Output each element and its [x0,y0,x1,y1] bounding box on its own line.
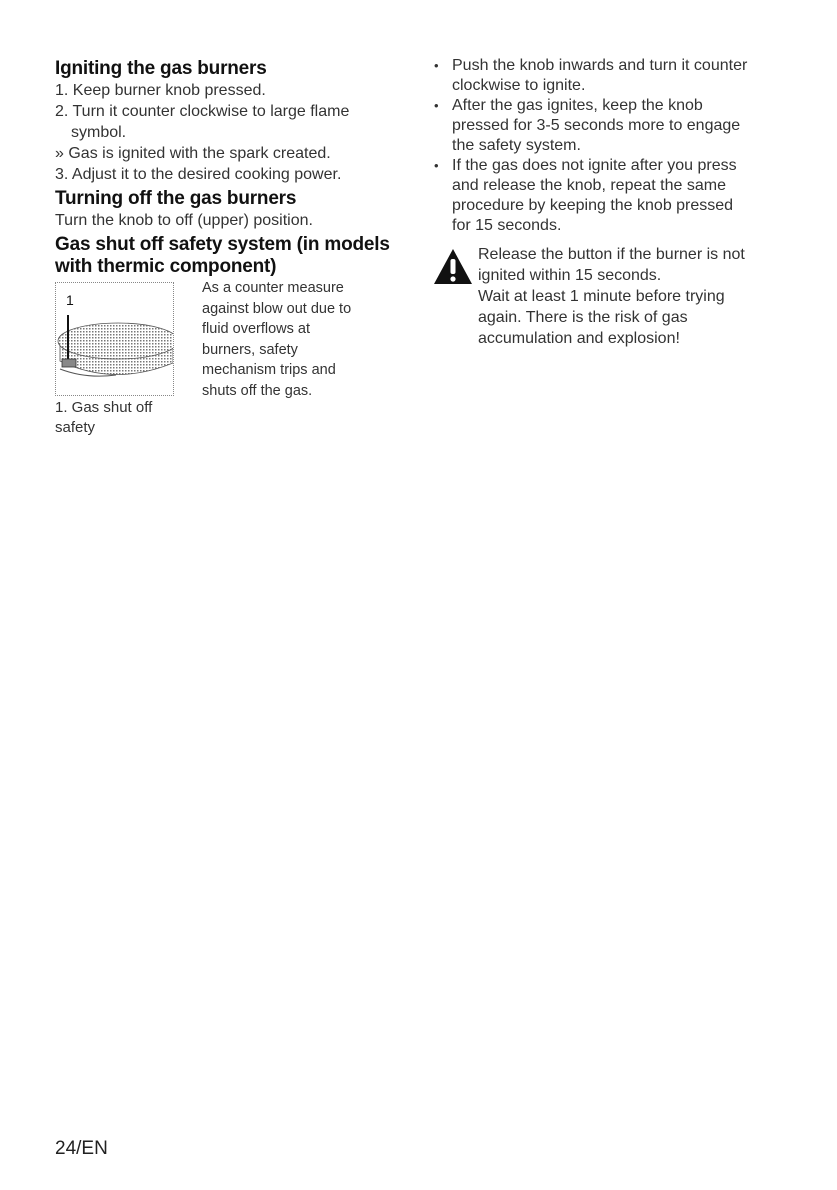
page-number: 24/EN [55,1138,108,1159]
burner-illustration [55,282,174,396]
burner-drawing [56,283,173,395]
list-item-line: clockwise to ignite. [452,77,586,94]
list-item [432,56,794,96]
figure [55,282,174,438]
figure-text-line: shuts off the gas. [202,382,313,399]
list-item-line: • If the gas does not ignite after you press [452,157,737,174]
step-2: 2. Turn it counter clockwise to large flame [55,103,350,120]
figure-description [202,278,392,438]
figure-caption-line1: 1. Gas shut off [55,399,153,416]
warning-line: accumulation and explosion! [478,330,680,347]
section-title-safety-line1: Gas shut off safety system (in models [55,234,390,255]
step-3: 3. Adjust it to the desired cooking power. [55,166,342,183]
step-2-continued: symbol. [71,124,127,141]
list-item-line: pressed for 3-5 seconds more to engage [452,117,741,134]
section-title-igniting: Igniting the gas burners [55,58,267,79]
warning-line: Wait at least 1 minute before trying [478,288,725,305]
figure-text-line: fluid overflows at [202,321,310,337]
list-item-line: for 15 seconds. [452,217,562,234]
section-title-turning-off: Turning off the gas burners [55,188,297,209]
section-title-safety-line2: with thermic component) [55,256,277,277]
warning-triangle-icon [432,246,474,288]
instruction-list [432,56,794,236]
step-1: 1. Keep burner knob pressed. [55,82,266,99]
figure-caption-line2: safety [55,419,96,436]
list-item-line: • After the gas ignites, keep the knob [452,97,703,114]
turn-off-text: Turn the knob to off (upper) position. [55,212,313,229]
right-column [432,56,794,349]
left-column [55,58,405,438]
list-item-line: procedure by keeping the knob pressed [452,197,734,214]
list-item-line: • Push the knob inwards and turn it counter [452,57,748,74]
figure-label: 1 [66,292,74,308]
figure-row [55,282,405,438]
figure-text-line: against blow out due to [202,300,352,317]
figure-text-line: As a counter measure [202,280,344,296]
warning-text [478,244,745,349]
list-item [432,96,794,156]
warning-line: again. There is the risk of gas [478,309,688,326]
warning-line: Release the button if the burner is not [478,246,745,263]
list-item-line: the safety system. [452,137,581,154]
list-item-line: and release the knob, repeat the same [452,177,726,194]
step-result: » Gas is ignited with the spark created. [55,145,331,162]
warning-line: ignited within 15 seconds. [478,267,662,284]
figure-text-line: burners, safety [202,341,298,358]
figure-text-line: mechanism trips and [202,362,336,378]
warning-block [432,244,794,349]
list-item [432,156,794,236]
